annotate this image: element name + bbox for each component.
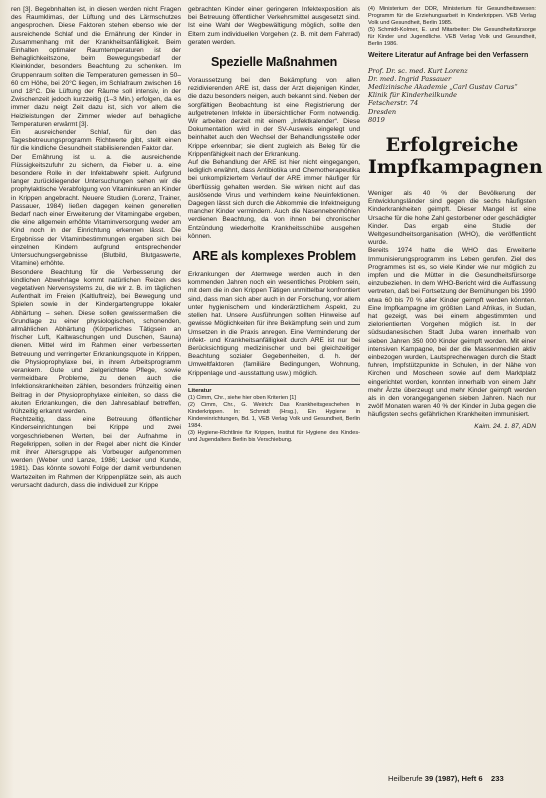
column-middle: [188, 6, 360, 444]
paragraph: Besondere Beachtung für die Verbesserung der kindlichen Abwehrlage kommt natürlichen Reizen des vegetativen Nervensystems zu, die wir z. B. im täglichen Aufenthalt im Freien (Kaltluftreiz), bei Bewegung und Spielen sowie in der Kindergartengruppe lokaler Abhärtung – sehen. Diese sollen gewissermaßen die Grundlage zu einer physiologischen, schonenden, allmählichen Abhärtung (Körperliches Tätigsein an frischer Luft, Kaltwaschungen und Duschen, Sauna) dienen. Mittel wird im Rahmen einer verbesserten Betreuung und verringerter Erkrankungsquote in Krippen, die Physioprophylaxe bei, in ihrem Arbeitsprogramm verankern. Gute und zielgerichtete Pflege, sowie vermeidbare Probleme, zu denen auch die Infektionskrankheiten zählen, besonders frühzeitig einen Beitrag in der Physioprophylaxe einleiten, so dass die akuten Erkrankungen, die den Jahresablauf betreffen, frühzeitig erkannt werden.: [11, 268, 181, 415]
address-line: Medizinische Akademie „Carl Gustav Carus“: [368, 82, 518, 91]
address-line: 8019: [368, 115, 385, 124]
reference-item: (4) Ministerium der DDR, Ministerium für Gesundheitswesen: Programm für die Erziehungsarbeit in Kinderkrippen. VEB Verlag Volk und Gesundheit, Berlin 1985.: [368, 6, 536, 26]
reference-item: (1) Cimm, Chr., siehe hier oben Kriterien [1]: [188, 394, 296, 401]
further-literature-note: Weitere Literatur auf Anfrage bei den Verfassern: [368, 52, 529, 59]
paragraph: Erkrankungen der Atemwege werden auch in den kommenden Jahren noch ein wesentliches Problem sein, mit dem die in den Krippen Tätigen unmittelbar konfrontiert sind, dass man sich aber auch in der Forschung, vor allem unter hygienischem und kinderärztlichem Aspekt, zu stellen hat. Unsere Ausführungen sollten Hinweise auf gewisse Möglichkeiten für ihre Bekämpfung sein und zum Umsetzen in die Praxis anregen. Eine Verminderung der infekt- und Krankheitsanfälligkeit durch ARE ist nur bei Berücksichtigung medizinischer und bei gleichzeitiger Beachtung sozialer Gegebenheiten, d. h. der Umweltfaktoren (familiäre Bedingungen, Wohnung, Krippenlage und -ausstattung usw.) möglich.: [188, 271, 360, 377]
paragraph: Weniger als 40 % der Bevölkerung der Entwicklungsländer sind gegen die sechs häufigsten Kinderkrankheiten geimpft. Dieser Mangel ist eine Ursache für die hohe Zahl gestorbener oder geschädigter Kinder. Das ergab eine Studie der Weltgesundheitsorganisation (WHO), die veröffentlicht wurde.: [368, 189, 536, 247]
paragraph: Voraussetzung bei den Bekämpfung von allen rezidivierenden ARE ist, dass der Arzt diejenigen Kinder, die dazu besonders neigen, auch bekannt sind. Neben der sorgfältigen Beobachtung ist eine Registrierung der aufgetretenen Infekte in übersichtlicher Form notwendig. Wir arbeiten derzeit mit einem „Infektkalender“. Diese Dokumentation wird in der SV-Ausweis eingelegt und beinhaltet auch den Wechsel der Behandlungsstelle oder Krippe erkennbar; sie dient zugleich als Beleg für die Krippenfähigkeit nach der Erkrankung.: [188, 77, 360, 158]
reference-item: (2) Cimm, Chr., G. Weirich: Das Krankheitsgeschehen in Kinderkrippen. In: Schmidt (Hrsg.), Ein Hygiene in Kindereinrichtungen, Bd. 1, VEB Verlag Volk und Gesundheit, Berlin 1984.: [188, 401, 360, 429]
column-right: [368, 6, 543, 431]
reference-item: (3) Hygiene-Richtlinie für Krippen, Institut für Hygiene des Kindes- und Jugendalters Berlin bis Verschiebung.: [188, 429, 360, 443]
section-heading-special-measures: Spezielle Maßnahmen: [210, 55, 338, 70]
section-heading-are-problem: ARE als komplexes Problem: [192, 249, 356, 264]
article-signature: Kaim. 24. 1. 87, ADN: [474, 422, 536, 430]
address-line: Prof. Dr. sc. med. Kurt Lorenz: [368, 66, 468, 75]
page-number: 233: [491, 774, 504, 783]
address-line: Fetscherstr. 74: [368, 99, 419, 108]
issue-info: 39 (1987), Heft 6: [424, 774, 483, 783]
address-line: Dresden: [368, 107, 397, 116]
article-title: Erfolgreiche Impfkampagnen: [368, 133, 543, 178]
paragraph: Auf die Behandlung der ARE ist hier nicht eingegangen, lediglich erwähnt, dass Antibiotika und Chemotherapeutika bei unkompliziertem Verlauf der ARE immer häufiger für überflüssig gehalten werden. Sie wirken nicht auf das auslösende Virus und verhindern keine Neuinfektionen. Dagegen lässt sich durch die Abkommie die Infektneigung mancher Kinder vermindern. Auch die Nasennebenhöhlen verdienen Beachtung, da von ihnen bei chronischer Entzündung wiederholte Krankheitsschübe ausgehen können.: [188, 159, 360, 240]
references-title: Literatur: [188, 387, 212, 394]
paragraph: Der Ernährung ist u. a. die ausreichende Flüssigkeitszufuhr zu sichern, da Fieber u. a. eine besondere Rolle in der Infektabwehr spielt. Aufgrund langer zurückliegender Untersuchungen sehen wir die prophylaktische Verabfolgung von Vitaminkuren an Kinder in Krippen angebracht. Neuere Studien (Lorenz, Trainer, Passauer, 1984) ließen dagegen keinen generellen Bedarf nach einer Erweiterung der Vitamingabe ergeben, die eine allgemein erhöhte Vitaminversorgung weder am Kind noch in der Einrichtung erkennen lässt. Die Ergebnisse der Vitaminbestimmungen ergaben sich bei einzelnen Kindern aufgrund entsprechender Untersuchungsergebnisse (Blutbild, Blutgaswerte, Vitamine) erhöhte.: [11, 153, 181, 268]
paragraph: Ein ausreichender Schlaf, für den das Tagesbetreuungsprogramm Richtwerte gibt, stellt einen für die kindliche Gesundheit stabilisierenden Faktor dar.: [11, 129, 181, 153]
intro-paragraph: gebrachten Kinder einer geringeren Infektexposition als bei Betreuung öffentlicher Verkehrsmittel ausgesetzt sind. Ist eine Wahl der Wegbewältigung möglich, sollte den Eltern zum individuellen Vorgehen (z. B. mit dem Fahrrad) geraten werden.: [188, 6, 360, 46]
journal-name: Heilberufe: [388, 774, 423, 783]
paragraph: ren [3]. Begebnhalten ist, in diesen werden nicht Fragen des Raumklimas, der Lüftung und des Lärmschutzes angesprochen. Diese Faktoren stehen ebenso wie der ausreichende Schlaf und die Ernährung der Kinder in Zusammenhang mit der Krankheitsanfälligkeit. Beim Einhalten optimaler Raumtemperaturen ist der Behaglichkeitszone, beim Bewegungsbedarf der Kleinkinder, besonders Beachtung zu schenken. Im Gruppenraum sollten die Temperaturen gemessen in 50–60 cm Höhe, bei 20°C liegen, im Schlafraum zwischen 16 und 18°C. Die Lüftung der Räume soll intensiv, in der Zwischenzeit jedoch kurzzeitig (1–3 Min.) erfolgen, da es immer dazu neigt Zeit dazu ist, sich vor allem die Heizleistungen der Zimmer wieder auf behagliche Temperaturen erwärmt [3].: [11, 6, 181, 128]
reference-item: (5) Schmidt-Kolmer, E. und Mitarbeiter: Die Gesundheitsfürsorge für Kinder und Jugendliche. VEB Verlag Volk und Gesundheit, Berlin 1986.: [368, 27, 536, 47]
paragraph: Bereits 1974 hatte die WHO das Erweiterte Immunisierungsprogramm ins Leben gerufen. Ziel des Programmes ist es, so viele Kinder wie nur möglich zu impfen und die Mütter in die Gesundheitsfürsorge einzubeziehen. In dem WHO-Bericht wird die Auffassung vertreten, daß bei Fortsetzung der Bemühungen bis 1990 etwa 60 bis 70 % aller Kinder geimpft werden könnten. Eine Impfkampagne im größten Land Afrikas, in Sudan, hat gezeigt, was bei einem abgestimmten und zielorientierten Vorgehen möglich ist. In der südsudanesischen Stadt Juba waren innerhalb von sieben Jahren 350 000 Kinder geimpft worden. Mit einer intensiven Kampagne, bei der die Massenmedien aktiv einbezogen wurden, Lautsprecherwagen durch die Stadt fuhren, Impfstützpunkte in Schulen, in der Nähe von Kirchen und Moscheen sowie auf dem Marktplatz eingerichtet worden, konnten innerhalb von einem Jahr mehr Ärzte überzeugt und mehr Kinder geimpft werden als in den vorangegangenen sieben Jahren. Nach nur zwölf Monaten waren 40 % der Kinder in Juba gegen die häufigsten sechs gefährlichen Krankheiten immunisiert.: [368, 247, 536, 419]
page-footer: [388, 774, 504, 783]
column-left: [11, 6, 181, 490]
address-line: Dr. med. Ingrid Passauer: [368, 74, 452, 83]
references: [188, 384, 360, 444]
address-line: Klinik für Kinderheilkunde: [368, 91, 458, 100]
author-address: [368, 67, 536, 124]
paragraph: Rechtzeitig, dass eine Betreuung öffentlicher Kinderseinrichtungen bei Krippe und zwei vorgeschriebenen Werten, bei der Aufnahme in Regelkrippen, sollen in der Regel aber nicht die Kinder mit ihrer Altersgruppe als Vorbeuger aufgenommen werden (Weber und Lanze, 1986; Lecker und Kunde, 1981). Das könnte sowohl Folge der damit verbundenen Wartezeiten im Rahmen der Krippenplätze sein, als auch verursacht dadurch, dass die individuell zur Krippe: [11, 416, 181, 489]
